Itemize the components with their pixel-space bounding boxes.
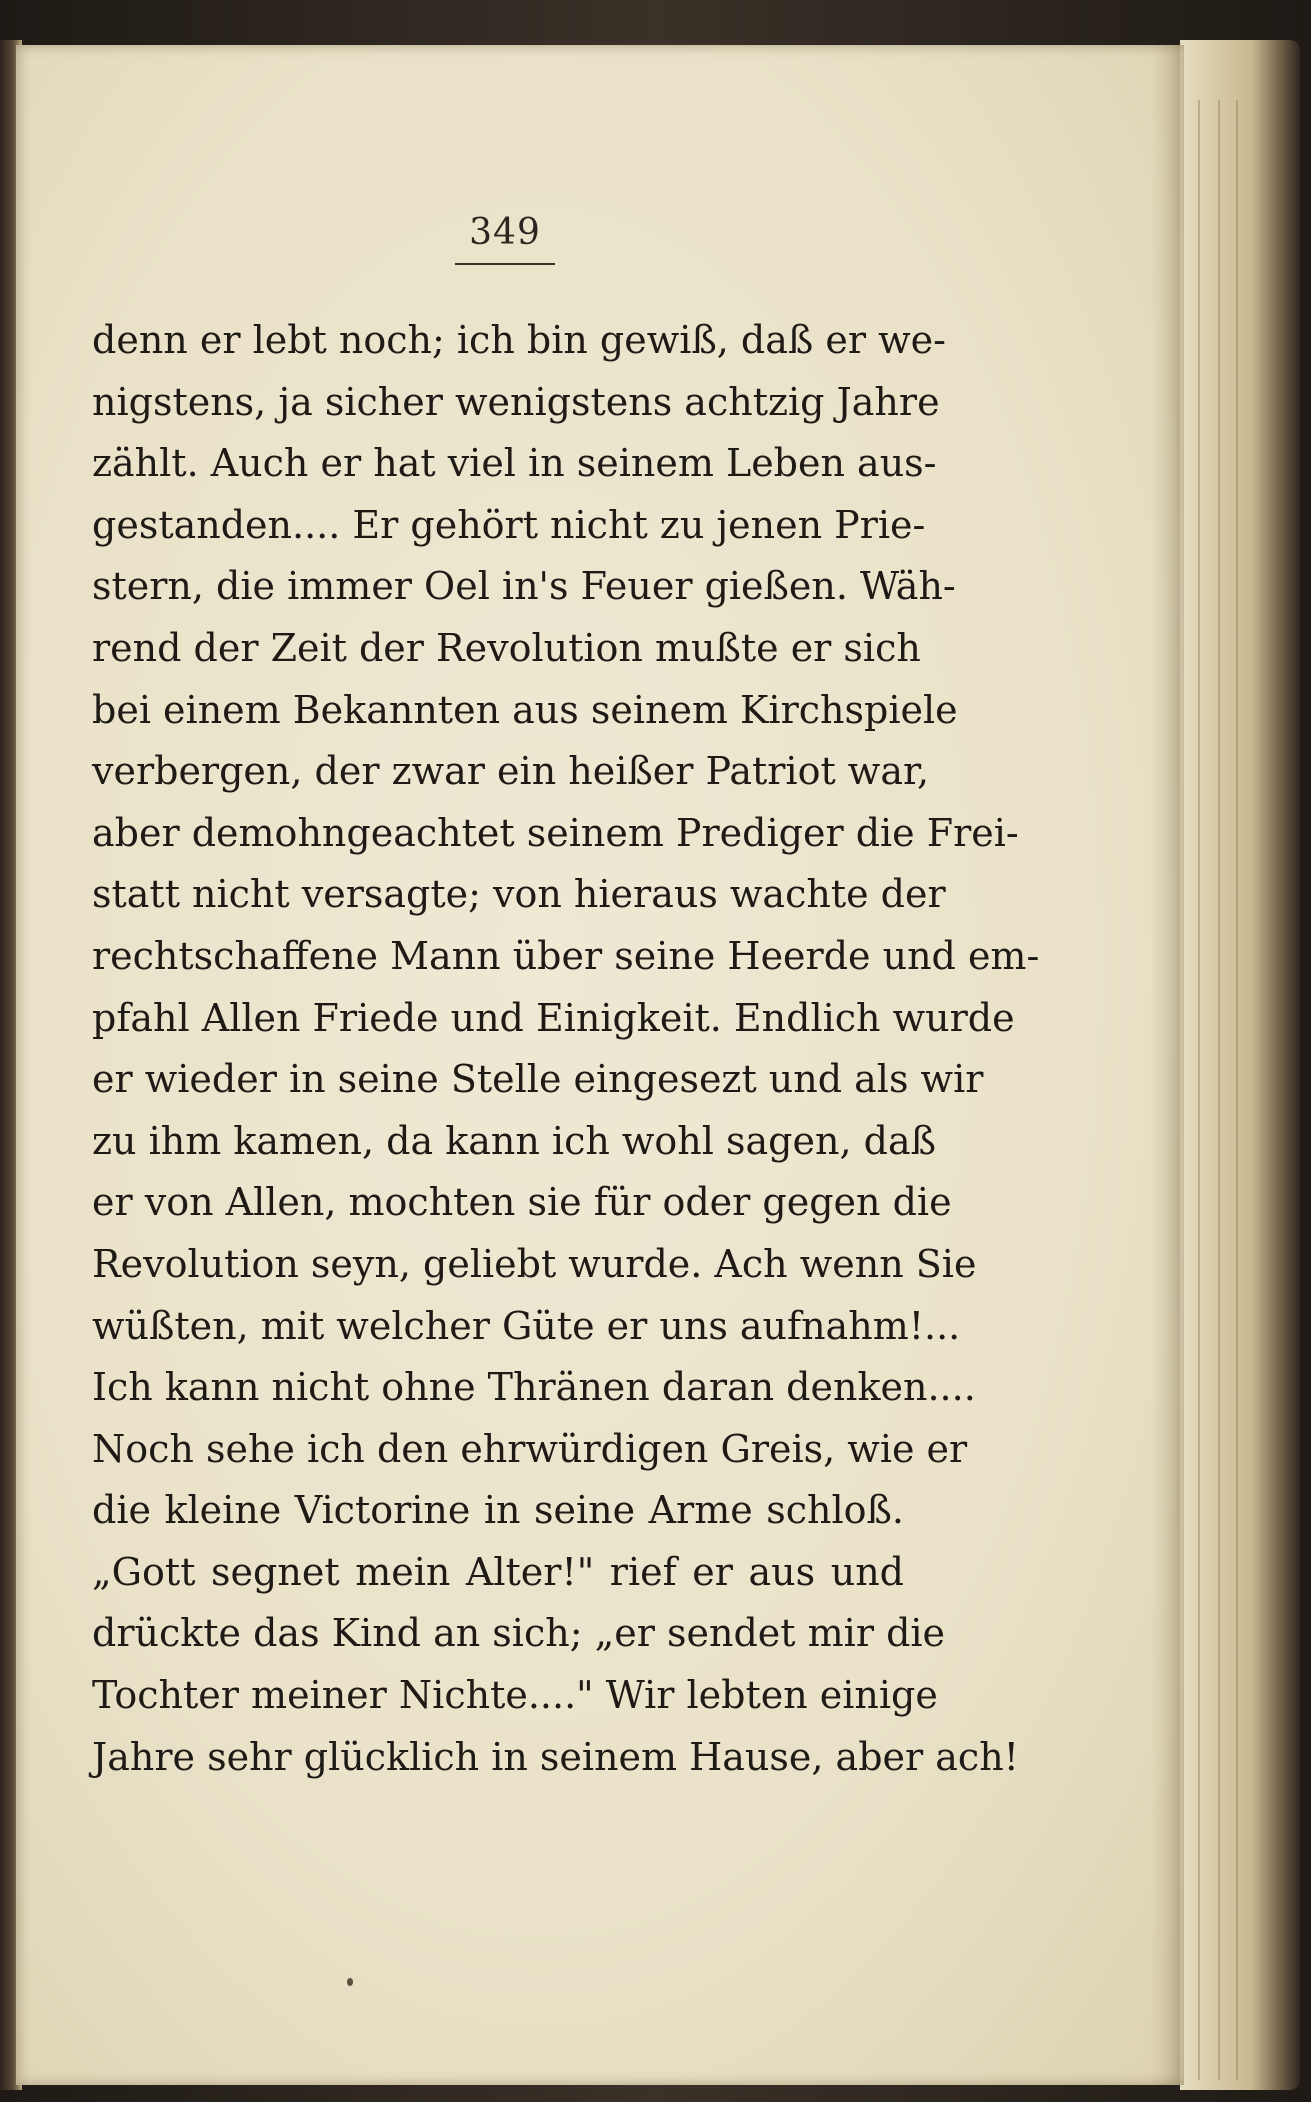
text-line: rend der Zeit der Revolution mußte er sich xyxy=(92,625,921,670)
text-line: er wieder in seine Stelle eingesezt und als wir xyxy=(92,1057,984,1102)
text-line: statt nicht versagte; von hieraus wachte der xyxy=(92,872,946,917)
text-line: nigstens, ja sicher wenigstens achtzig Jahre xyxy=(92,379,940,424)
text-line: pfahl Allen Friede und Einigkeit. Endlich wurde xyxy=(92,995,1015,1040)
body-text xyxy=(92,310,1040,1788)
page-edge-line xyxy=(1218,100,1220,2080)
text-line: gestanden.... Er gehört nicht zu jenen Prie- xyxy=(92,502,926,547)
text-line: er von Allen, mochten sie für oder gegen die xyxy=(92,1180,952,1225)
text-line: Jahre sehr glücklich in seinem Hause, aber ach! xyxy=(92,1734,1019,1779)
text-line: verbergen, der zwar ein heißer Patriot war, xyxy=(92,749,930,794)
text-line: Ich kann nicht ohne Thränen daran denken.... xyxy=(92,1365,976,1410)
text-line: rechtschaffene Mann über seine Heerde und em- xyxy=(92,933,1040,978)
page-number: 349 xyxy=(469,212,541,253)
text-line: aber demohngeachtet seinem Prediger die Frei- xyxy=(92,810,1019,855)
text-line: zählt. Auch er hat viel in seinem Leben aus- xyxy=(92,441,937,486)
text-line: drückte das Kind an sich; „er sendet mir die xyxy=(92,1611,946,1656)
page-number-rule xyxy=(455,263,555,265)
text-line: die kleine Victorine in seine Arme schloß. xyxy=(92,1488,904,1533)
text-line: Tochter meiner Nichte...." Wir lebten einige xyxy=(92,1673,938,1718)
book-page-edges xyxy=(1180,40,1300,2090)
page-edge-line xyxy=(1198,100,1200,2080)
paper-speck xyxy=(347,1978,353,1986)
text-line: denn er lebt noch; ich bin gewiß, daß er we- xyxy=(92,318,946,362)
text-line: Noch sehe ich den ehrwürdigen Greis, wie er xyxy=(92,1426,968,1471)
text-line: bei einem Bekannten aus seinem Kirchspiele xyxy=(92,687,958,732)
text-line: stern, die immer Oel in's Feuer gießen. Wäh- xyxy=(92,564,956,609)
text-line: wüßten, mit welcher Güte er uns aufnahm!... xyxy=(92,1303,961,1348)
page-fold-shadow xyxy=(1150,45,1180,2085)
text-line: „Gott segnet mein Alter!" rief er aus und xyxy=(92,1549,904,1594)
text-line: Revolution seyn, geliebt wurde. Ach wenn Sie xyxy=(92,1241,977,1286)
text-line: zu ihm kamen, da kann ich wohl sagen, daß xyxy=(92,1118,936,1163)
page-edge-line xyxy=(1236,100,1238,2080)
